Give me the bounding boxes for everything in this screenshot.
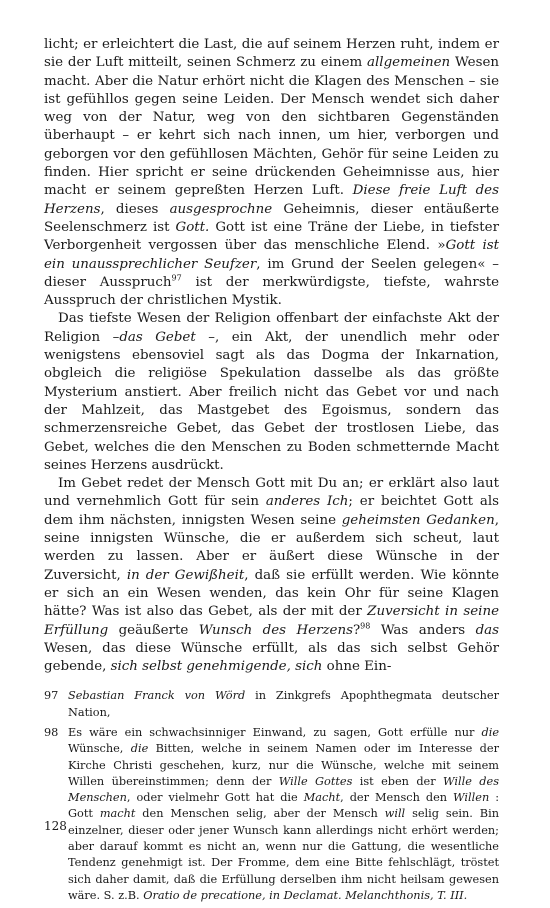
emphasis: Diese freie Luft des Herzens: [44, 183, 499, 217]
emphasis: Oratio de precatione, in Declamat. Melanchthonis, T. III.: [143, 888, 468, 902]
emphasis: Sebastian Franck von Wörd: [68, 689, 246, 703]
text-run: in Zinkgrefs Apophthegmata deutscher Nation,: [68, 689, 499, 719]
book-page: [44, 36, 499, 908]
text-run: , seine innigsten Wünsche, die er außerdem sich scheut, laut werden zu lassen. Aber er äußert diese Wünsche in der Zuversicht,: [44, 512, 499, 583]
emphasis: die: [130, 742, 149, 756]
text-run: –, ein Akt, der unendlich mehr oder wenigstens ebensoviel sagt als das Dogma der Inkarnation, obgleich die religiöse Spekulation dasselbe als das größte Mysterium anstiert. Aber freilich nicht das Gebet vor und nach der Mahlzeit, das Mastgebet des Egoismus, sondern das schmerzensreiche Gebet, das Gebet der trostlosen Liebe, das Gebet, welches die den Menschen zu Boden schmetternde Macht seines Herzens ausdrückt.: [44, 329, 499, 473]
text-run: Wünsche,: [68, 742, 131, 756]
text-run: Geheimnis, dieser entäußerte Seelenschmerz ist: [44, 201, 499, 235]
emphasis: Gott ist ein unaussprechlicher Seufzer: [44, 238, 499, 272]
emphasis: Zuversicht in seine Erfüllung: [44, 604, 499, 638]
emphasis: die: [481, 725, 499, 739]
paragraph: [44, 310, 499, 475]
text-run: , der Mensch den: [340, 791, 454, 805]
text-run: Es wäre ein schwachsinniger Einwand, zu sagen, Gott erfülle nur: [68, 725, 482, 739]
footnote: [44, 725, 499, 904]
emphasis: allgemeinen: [367, 55, 451, 71]
text-run: ist eben der: [352, 774, 443, 788]
footnote-reference: 97: [171, 273, 182, 283]
text-run: ohne Ein-: [322, 659, 392, 675]
emphasis: geheimsten Gedanken: [341, 512, 495, 528]
text-run: Was anders: [370, 622, 476, 638]
text-run: , dieses: [100, 201, 170, 217]
emphasis: Wille des Menschen: [68, 774, 500, 805]
text-run: ; er beichtet Gott als dem ihm nächsten, innigsten Wesen seine: [44, 494, 499, 528]
text-run: ?: [352, 622, 361, 638]
emphasis: macht: [99, 807, 136, 821]
footnote-number: 97: [44, 689, 59, 703]
text-run: , im Grund der Seelen gelegen« – dieser Ausspruch: [44, 256, 499, 290]
main-text: [44, 36, 499, 676]
emphasis: Wunsch des Herzens: [198, 622, 353, 638]
text-run: Wesen macht. Aber die Natur erhört nicht die Klagen des Menschen – sie ist gefühllos gegen seine Leiden. Der Mensch wendet sich daher weg von der Natur, weg von den sichtbaren Gegenständen überhaupt – er kehrt sich nach innen, um hier, verborgen und geborgen vor den gefühllosen Mächten, Gehör für seine Leiden zu finden. Hier spricht er seine drückenden Geheimnisse aus, hier macht er seinem gepreßten Herzen Luft.: [44, 55, 499, 199]
emphasis: Wille Gottes: [278, 774, 353, 788]
paragraph: [44, 36, 499, 310]
emphasis: ausgesprochne: [169, 201, 273, 217]
text-run: , daß sie erfüllt werden. Wie könnte er sich an ein Wesen wenden, das kein Ohr für seine Klagen hätte? Was ist also das Gebet, als der mit der: [44, 567, 500, 620]
text-run: Im Gebet redet der Mensch Gott mit Du an; er erklärt also laut und vernehmlich Gott für sein: [44, 476, 499, 510]
emphasis: anderes Ich: [265, 494, 349, 510]
emphasis: Willen: [453, 791, 490, 805]
text-run: Gott ist eine Träne der Liebe, in tiefster Verborgenheit vergossen über das menschliche Elend. »: [44, 219, 499, 254]
paragraph: [44, 475, 499, 676]
footnote-number: 98: [44, 725, 59, 739]
footnote-text: [68, 725, 499, 904]
text-run: geäußerte: [108, 622, 199, 638]
footnote: [44, 688, 499, 721]
emphasis: sich selbst genehmigende, sich: [110, 659, 323, 675]
footnote-text: [68, 688, 499, 721]
emphasis: das Gebet: [119, 329, 196, 345]
footnote-reference: 98: [360, 621, 371, 631]
text-run: selig sein. Bin einzelner, dieser oder jener Wunsch kann allerdings nicht erhört werden; aber darauf kommt es nicht an, wenn nur die Gattung, die wesentliche Tendenz genehmigt ist. Der Fromme, dem eine Bitte fehlschlägt, tröstet sich daher damit, daß die Erfüllung derselben ihm nicht heilsam gewesen wäre. S. z.B.: [68, 807, 499, 902]
text-run: Das tiefste Wesen der Religion offenbart der einfachste Akt der Religion –: [44, 311, 499, 345]
text-run: Bitten, welche in seinem Namen oder im Interesse der Kirche Christi geschehen, kurz, nur die Wünsche, welche mit seinem Willen übereinstimmen; denn der: [68, 742, 499, 788]
page-number: 128: [44, 819, 67, 833]
text-run: , oder vielmehr Gott hat die: [126, 791, 304, 805]
text-run: licht; er erleichtert die Last, die auf seinem Herzen ruht, indem er sie der Luft mitteilt, seinen Schmerz zu einem: [44, 37, 499, 71]
footnotes: [44, 688, 499, 904]
text-run: den Menschen selig, aber der Mensch: [135, 807, 385, 821]
emphasis: das: [475, 622, 499, 638]
emphasis: Gott.: [175, 219, 210, 235]
text-run: Wesen, das diese Wünsche erfüllt, als das sich selbst Gehör gebende,: [44, 640, 499, 675]
text-run: ist der merkwürdigste, tiefste, wahrste Ausspruch der christlichen Mystik.: [44, 274, 500, 309]
text-run: : Gott: [68, 791, 499, 821]
emphasis: Macht: [303, 791, 341, 805]
emphasis: in der Gewißheit: [126, 567, 245, 583]
emphasis: will: [384, 807, 406, 821]
